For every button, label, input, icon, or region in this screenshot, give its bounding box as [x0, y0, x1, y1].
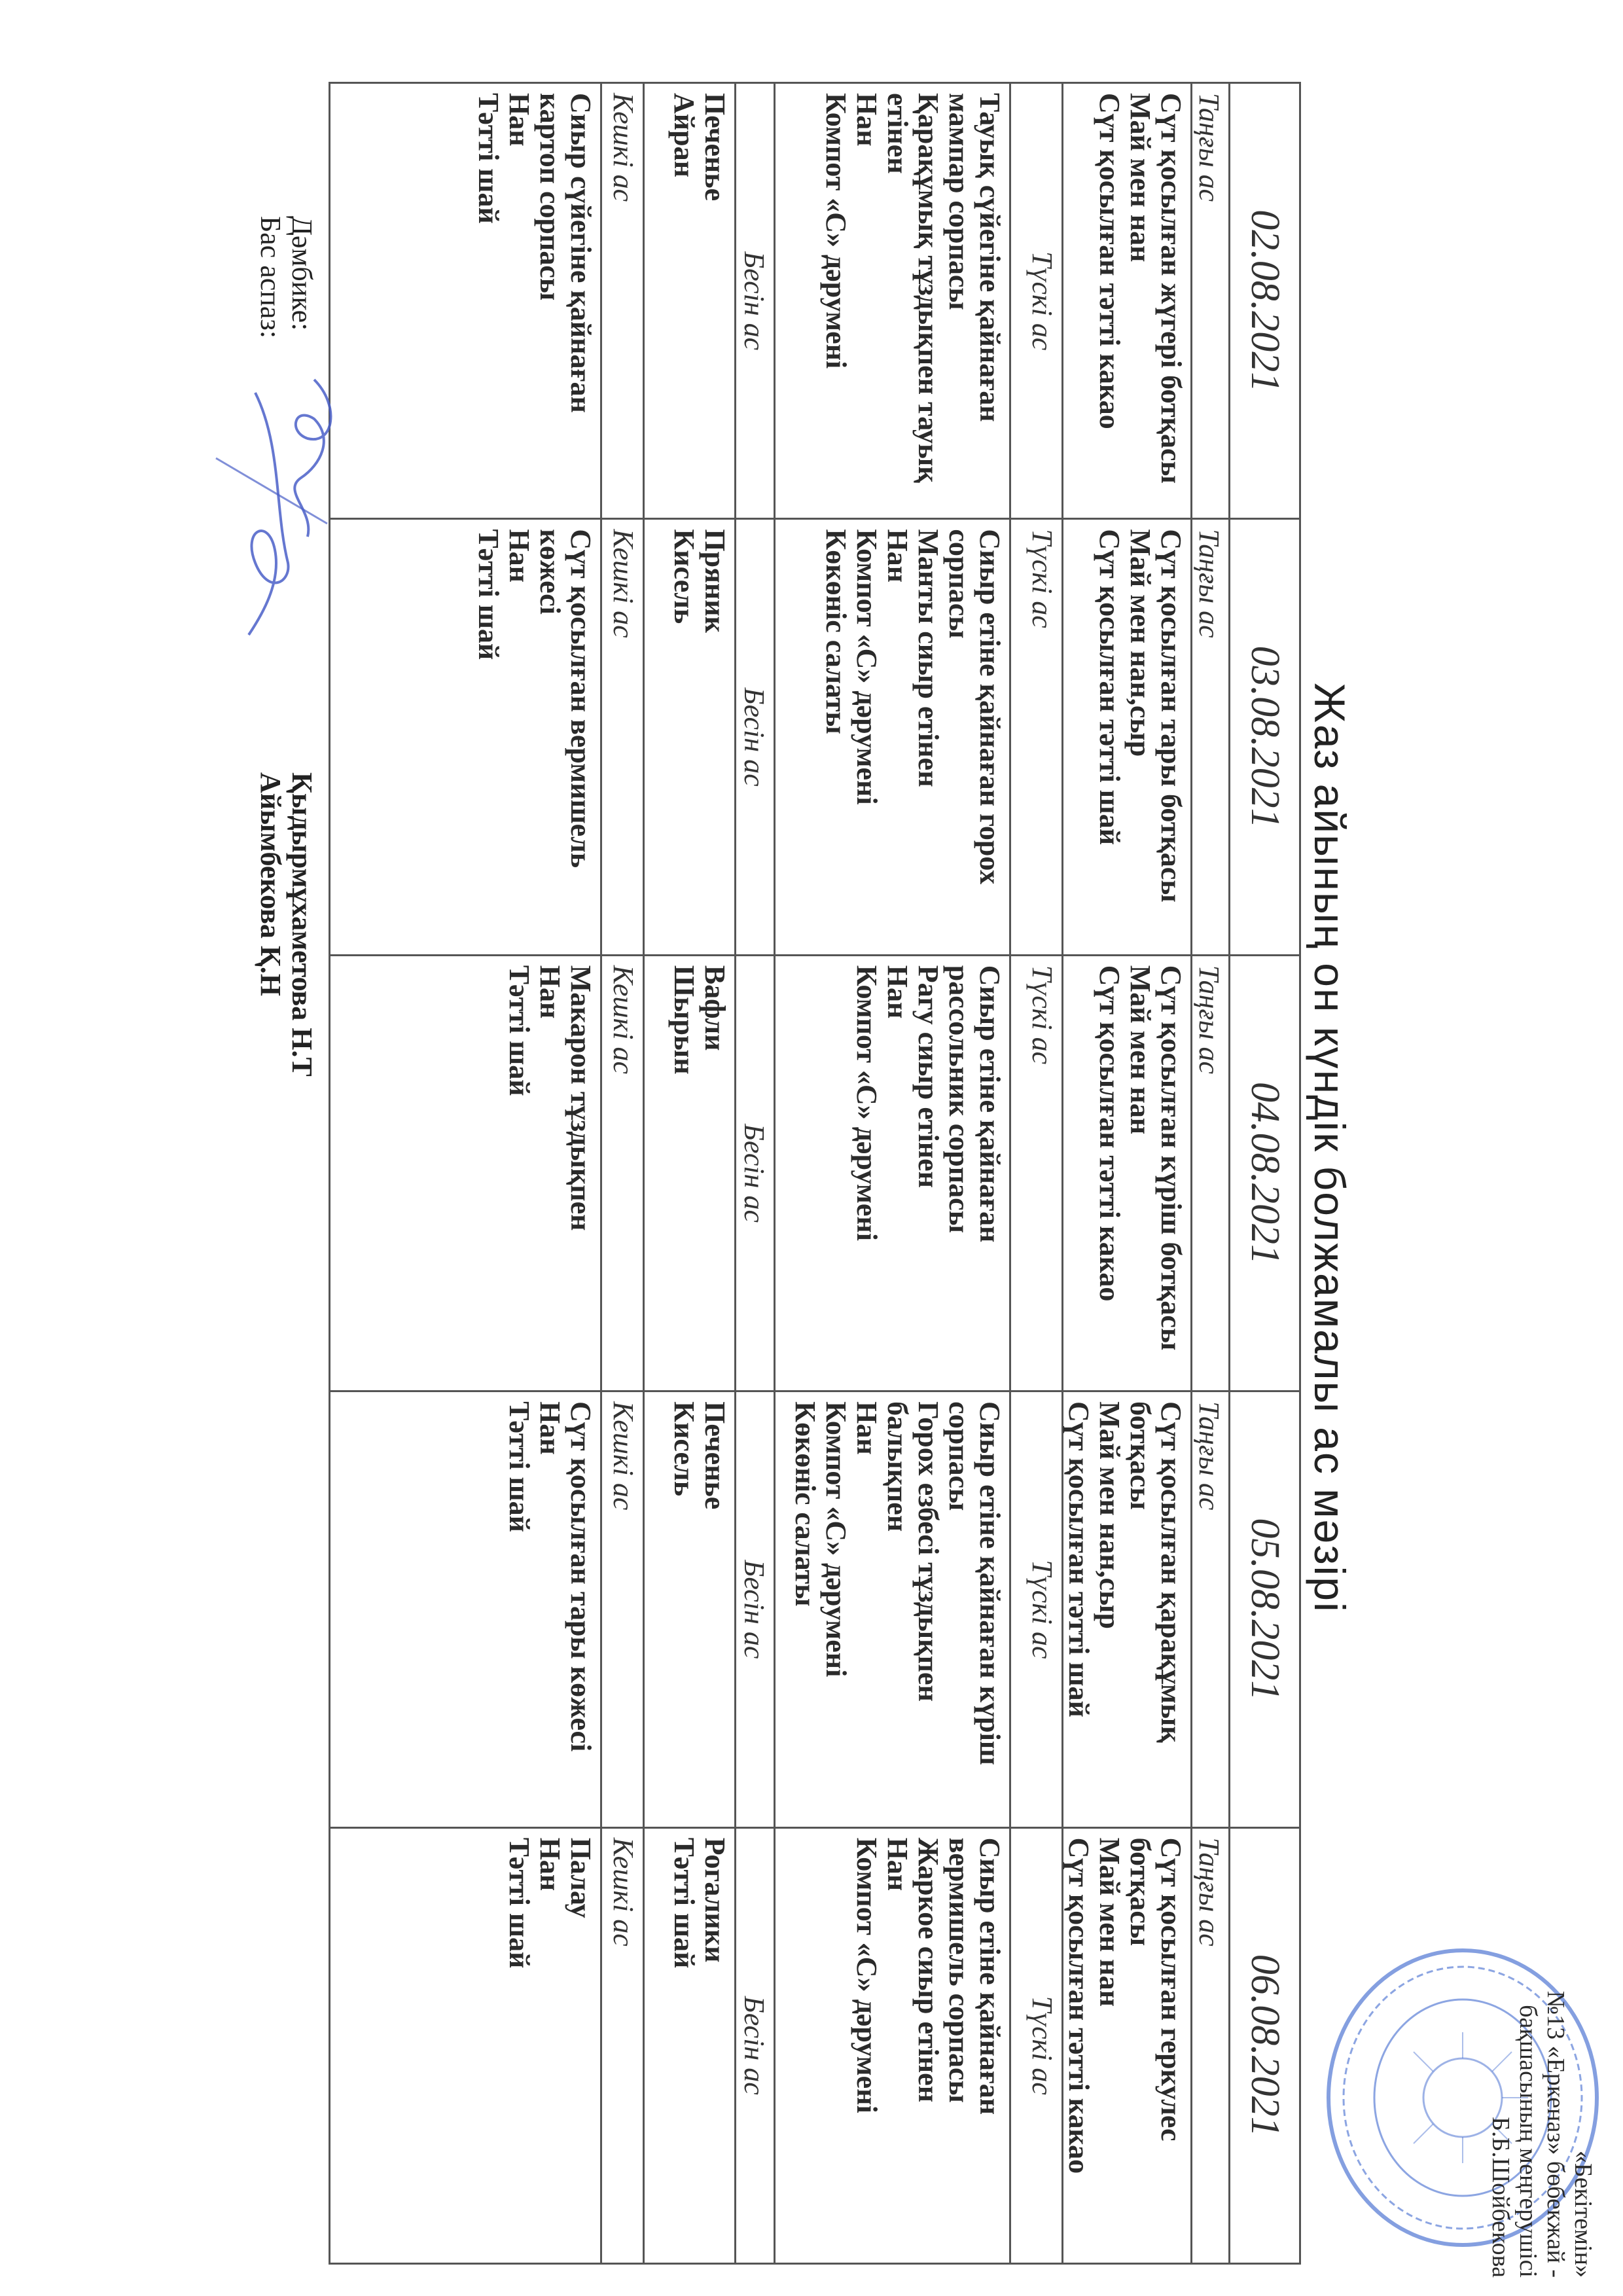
snack-items [644, 83, 736, 519]
signature-role: Дәмбике: [286, 216, 318, 331]
menu-item: Рагу сиыр етінен [912, 965, 944, 1188]
menu-item: Печенье [699, 1401, 731, 1510]
dinner-label: Кешкі ас [601, 83, 644, 519]
menu-item: Тәтті шай [503, 1401, 535, 1532]
snack-items [644, 519, 736, 955]
menu-item: Сүт қосылған тәтті какао [1094, 93, 1126, 429]
menu-item: Нан [503, 93, 535, 147]
breakfast-label: Таңғы ас [1192, 955, 1230, 1391]
menu-item: Кисель [668, 1401, 700, 1496]
menu-item: Нан [534, 1837, 566, 1892]
date-header: 04.08.2021 [1230, 955, 1300, 1391]
menu-item: Сүт қосылған тәтті какао [1063, 1837, 1095, 2174]
signature-block [255, 216, 317, 1077]
dinner-label: Кешкі ас [601, 519, 644, 955]
menu-item: Көкөніс салаты [820, 529, 852, 734]
menu-item: Нан [534, 1401, 566, 1455]
menu-item: Вафли [699, 965, 731, 1051]
menu-item: Сүт қосылған геркулес ботқасы [1124, 1837, 1187, 2142]
lunch-label: Түскі ас [1010, 1827, 1063, 2263]
menu-item: Нан [503, 529, 535, 583]
menu-item: Тауық сүйегіне қайнаған мампар сорпасы [943, 93, 1006, 422]
menu-table [329, 82, 1301, 2265]
breakfast-items [1063, 955, 1192, 1391]
date-header: 05.08.2021 [1230, 1391, 1300, 1827]
snack-items [644, 1391, 736, 1827]
menu-item: Нан [882, 1837, 914, 1892]
breakfast-label: Таңғы ас [1192, 83, 1230, 519]
snack-label: Бесін ас [736, 83, 775, 519]
menu-item: Сүт қосылған тәтті шай [1094, 529, 1126, 846]
menu-item: Тәтті шай [668, 1837, 700, 1969]
menu-item: Тәтті шай [473, 529, 505, 660]
menu-item: Сүт қосылған тары ботқасы [1155, 529, 1187, 903]
dinner-label-row [601, 83, 644, 2264]
lunch-items [775, 1827, 1010, 2263]
snack-label: Бесін ас [736, 1827, 775, 2263]
menu-item: Компот «С» дәрумені [851, 529, 883, 805]
menu-item: Май мен нан [1124, 93, 1156, 262]
menu-item: Тәтті шай [503, 1837, 535, 1969]
breakfast-label-row [1192, 83, 1230, 2264]
breakfast-label: Таңғы ас [1192, 519, 1230, 955]
menu-item: Компот «С» дәрумені [820, 1401, 852, 1677]
menu-item: Макарон тұздықпен [565, 965, 597, 1231]
menu-item: Нан [851, 93, 883, 147]
menu-item: Нан [851, 1401, 883, 1455]
menu-item: Сиыр етіне қайнаған күріш сорпасы [943, 1401, 1006, 1765]
menu-item: Сүт қосылған вермишель көжесі [534, 529, 597, 869]
menu-item: Сиыр етіне қайнаған вермишель сорпасы [943, 1837, 1006, 2115]
menu-item: Май мен нан,сыр [1124, 529, 1156, 757]
menu-item: Май мен нан [1094, 1837, 1126, 2007]
lunch-items [775, 955, 1010, 1391]
menu-item: Май мен нан [1124, 965, 1156, 1135]
menu-item: Сиыр етіне қайнаған рассольник сорпасы [943, 965, 1006, 1243]
menu-item: Сүт қосылған күріш ботқасы [1155, 965, 1187, 1351]
breakfast-items [1063, 519, 1192, 955]
menu-item: Нан [534, 965, 566, 1019]
menu-item: Май мен нан,сыр [1094, 1401, 1126, 1629]
menu-item: Сүт қосылған тәтті какао [1094, 965, 1126, 1302]
menu-item: Компот «С» дәрумені [851, 1837, 883, 2113]
lunch-label: Түскі ас [1010, 519, 1063, 955]
snack-label: Бесін ас [736, 955, 775, 1391]
dinner-items [330, 83, 601, 519]
lunch-label: Түскі ас [1010, 955, 1063, 1391]
menu-item: Палау [565, 1837, 597, 1918]
menu-item: Рогалики [699, 1837, 731, 1963]
stamp-approval-line: №13 «Еркеназ» бөбекжай - [1542, 1990, 1569, 2278]
snack-label: Бесін ас [736, 1391, 775, 1827]
date-header-row [1230, 83, 1300, 2264]
breakfast-label: Таңғы ас [1192, 1827, 1230, 2263]
signature-role: Бас аспаз: [255, 216, 287, 339]
menu-item: Тәтті шай [473, 93, 505, 224]
dinner-label: Кешкі ас [601, 1827, 644, 2263]
signature-name: Айымбекова Қ.Н [255, 772, 287, 996]
menu-item: Горох езбесі тұздықпен балықпен [882, 1401, 944, 1702]
snack-label-row [736, 83, 775, 2264]
menu-item: Сүт қосылған қарақұмық ботқасы [1124, 1401, 1187, 1743]
date-header: 03.08.2021 [1230, 519, 1300, 955]
signature-row [286, 216, 317, 1077]
menu-item: Компот «С» дәрумені [820, 93, 852, 369]
stamp-approval-text [1487, 1990, 1597, 2278]
menu-item: Кисель [668, 529, 700, 624]
menu-item: Сиыр сүйегіне қайнаған картоп сорпасы [534, 93, 597, 413]
dinner-label: Кешкі ас [601, 1391, 644, 1827]
lunch-items [775, 83, 1010, 519]
breakfast-label: Таңғы ас [1192, 1391, 1230, 1827]
page-title: Жаз айының он күндік болжамалы ас мәзірі [1306, 683, 1354, 1613]
lunch-label: Түскі ас [1010, 83, 1063, 519]
breakfast-items [1063, 83, 1192, 519]
lunch-label-row [1010, 83, 1063, 2264]
dinner-items [330, 955, 601, 1391]
menu-item: Сүт қосылған тары көжесі [565, 1401, 597, 1752]
menu-item: Нан [882, 965, 914, 1019]
stamp-approval-line: бақшасының меңгерушісі [1514, 2005, 1542, 2278]
date-header: 06.08.2021 [1230, 1827, 1300, 2263]
stamp-approval-line: «Бекітемін» [1569, 2150, 1597, 2278]
lunch-items-row [775, 83, 1010, 2264]
menu-item: Нан [882, 529, 914, 583]
dinner-items [330, 1391, 601, 1827]
stamp-approval-line: Б.Б.Шойбекова [1487, 2117, 1514, 2278]
date-header: 02.08.2021 [1230, 83, 1300, 519]
snack-items [644, 955, 736, 1391]
dinner-label: Кешкі ас [601, 955, 644, 1391]
menu-item: Сиыр етіне қайнаған горох сорпасы [943, 529, 1006, 885]
signature-name: Қыдырмұхаметова Н.Т [286, 772, 318, 1077]
menu-item: Жаркое сиыр етінен [912, 1837, 944, 2103]
menu-item: Компот «С» дәрумені [851, 965, 883, 1241]
menu-item: Печенье [699, 93, 731, 202]
lunch-items [775, 1391, 1010, 1827]
breakfast-items-row [1063, 83, 1192, 2264]
signature-row [255, 216, 286, 1077]
dinner-items [330, 519, 601, 955]
lunch-items [775, 519, 1010, 955]
lunch-label: Түскі ас [1010, 1391, 1063, 1827]
snack-items-row [644, 83, 736, 2264]
menu-item: Қарақұмық тұздықпен тауық етінен [882, 93, 944, 483]
menu-item: Шырын [668, 965, 700, 1075]
breakfast-items [1063, 1827, 1192, 2263]
snack-items [644, 1827, 736, 2263]
menu-item: Манты сиыр етінен [912, 529, 944, 787]
dinner-items-row [330, 83, 601, 2264]
breakfast-items [1063, 1391, 1192, 1827]
menu-item: Сүт қосылған жүгері ботқасы [1155, 93, 1187, 484]
dinner-items [330, 1827, 601, 2263]
menu-item: Сүт қосылған тәтті шай [1063, 1401, 1095, 1717]
menu-item: Айран [668, 93, 700, 177]
menu-item: Пряник [699, 529, 731, 633]
menu-item: Тәтті шай [503, 965, 535, 1096]
menu-item: Көкөніс салаты [789, 1401, 821, 1607]
snack-label: Бесін ас [736, 519, 775, 955]
